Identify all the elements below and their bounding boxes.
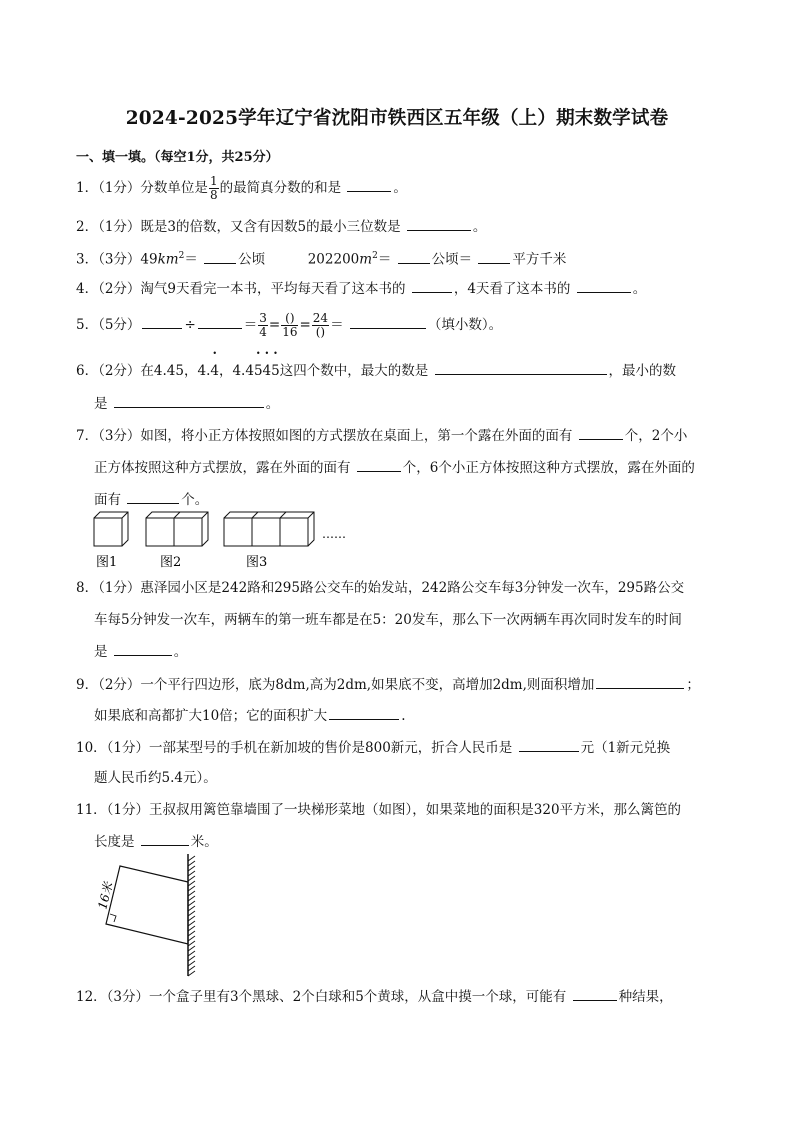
question-12: 12．（3分）一个盒子里有3个黑球、2个白球和5个黄球，从盒中摸一个球，可能有 种结果，: [76, 986, 673, 1007]
answer-blank[interactable]: [357, 457, 401, 472]
answer-blank[interactable]: [114, 641, 172, 656]
figure-3-label: 图3: [246, 555, 268, 570]
answer-blank[interactable]: [519, 737, 579, 752]
ellipsis: ……: [322, 527, 346, 541]
wall-hatch-line: [188, 966, 195, 971]
wall-hatch-line: [188, 906, 195, 911]
answer-blank[interactable]: [347, 177, 391, 192]
wall-hatch-line: [188, 886, 195, 891]
question-6-cont: 是 。: [94, 393, 279, 414]
repeating-digit: • 5: [254, 361, 263, 381]
wall-hatch-line: [188, 871, 195, 876]
answer-blank[interactable]: [141, 831, 189, 846]
wall-hatch-line: [188, 961, 195, 966]
wall-hatch-line: [188, 881, 195, 886]
fraction-one-eighth: $\frac{1}{8}$: [209, 174, 218, 202]
wall-hatch-line: [188, 956, 195, 961]
answer-blank[interactable]: [412, 278, 452, 293]
cube-figures: [90, 508, 360, 572]
section-heading: 一、填一填。（每空1分，共25分）: [76, 150, 279, 165]
wall-icon: [188, 854, 195, 976]
repeating-digit: • 4: [210, 361, 219, 381]
wall-hatch-line: [188, 911, 195, 916]
wall-hatch-line: [188, 921, 195, 926]
question-8: 8．（1分）惠泽园小区是242路和295路公交车的始发站，242路公交车每3分钟发一次车，295路公交: [76, 580, 685, 596]
answer-blank[interactable]: [435, 360, 607, 375]
answer-blank[interactable]: [579, 425, 623, 440]
figure-1-cubes: [94, 512, 128, 546]
answer-blank[interactable]: [142, 314, 182, 329]
question-9: 9．（2分）一个平行四边形，底为8dm,高为2dm,如果底不变，高增加2dm,则面积增加 ；: [76, 674, 700, 695]
fraction-blank-over-16: $\frac{()}{16}$: [282, 311, 298, 339]
right-angle-mark: [110, 914, 116, 922]
wall-hatch-line: [188, 901, 195, 906]
wall-hatch-line: [188, 861, 195, 866]
answer-blank[interactable]: [573, 986, 617, 1001]
answer-blank[interactable]: [204, 249, 236, 264]
figure-2-label: 图2: [160, 555, 182, 570]
answer-blank[interactable]: [407, 216, 471, 231]
repeating-digit: • 4: [263, 361, 272, 381]
wall-hatch-line: [188, 896, 195, 901]
wall-hatch-line: [188, 936, 195, 941]
fraction-24-over-blank: $\frac{24}{()}$: [312, 311, 329, 339]
answer-blank[interactable]: [398, 249, 430, 264]
question-10-cont: 题人民币约5.4元）。: [94, 770, 217, 786]
repeating-digit: • 5: [271, 361, 280, 381]
question-7-cont2: 面有 个。: [94, 489, 208, 510]
answer-blank[interactable]: [127, 489, 179, 504]
wall-hatch-line: [188, 951, 195, 956]
wall-hatch-line: [188, 946, 195, 951]
question-6: 6．（2分）在4.45，4.• 4，4.4• 5• 4• 5这四个数中，最大的数是 ，最小的数: [76, 360, 676, 381]
question-11: 11．（1分）王叔叔用篱笆靠墙围了一块梯形菜地（如图），如果菜地的面积是320平方米，那么篱笆的: [76, 802, 682, 818]
answer-blank[interactable]: [478, 249, 510, 264]
question-7: 7．（3分）如图，将小正方体按照如图的方式摆放在桌面上，第一个露在外面的面有 个，2个小: [76, 425, 687, 446]
question-8-cont: 车每5分钟发一次车，两辆车的第一班车都是在5：20发车，那么下一次两辆车再次同时发车的时间: [94, 612, 682, 628]
wall-hatch-line: [188, 856, 195, 861]
fraction-three-quarters: $\frac{3}{4}$: [259, 311, 267, 339]
answer-blank[interactable]: [577, 278, 631, 293]
figure-3-cubes: [224, 512, 314, 546]
wall-hatch-line: [188, 941, 195, 946]
question-9-cont: 如果底和高都扩大10倍；它的面积扩大 .: [94, 705, 405, 726]
question-5: 5．（5分） ÷ ＝ $\frac{3}{4}$ = $\frac{()}{16}$ = $\frac{24}{()}$ ＝ （填小数）。: [76, 311, 503, 339]
figure-1-label: 图1: [96, 555, 118, 570]
wall-hatch-line: [188, 926, 195, 931]
paper-title: 2024-2025学年辽宁省沈阳市铁西区五年级（上）期末数学试卷: [125, 108, 669, 129]
wall-hatch-line: [188, 931, 195, 936]
question-4: 4．（2分）淘气9天看完一本书，平均每天看了这本书的 ，4天看了这本书的 。: [76, 278, 646, 299]
question-1: 1．（1分）分数单位是 $\frac{1}{8}$ 的最简真分数的和是 。: [76, 174, 407, 202]
answer-blank[interactable]: [114, 393, 264, 408]
question-11-cont: 长度是 米。: [94, 831, 218, 852]
wall-hatch-line: [188, 866, 195, 871]
question-3: 3．（3分）$49km^2=$ 公顷 $202200m^2=$ 公顷＝ 平方千米: [76, 246, 566, 270]
trapezoid-shape: [106, 866, 188, 944]
answer-blank[interactable]: [596, 674, 684, 689]
wall-hatch-line: [188, 916, 195, 921]
wall-hatch-line: [188, 971, 195, 976]
wall-hatch-line: [188, 891, 195, 896]
answer-blank[interactable]: [198, 314, 242, 329]
answer-blank[interactable]: [329, 705, 399, 720]
side-length-label: 16米: [95, 880, 116, 911]
question-2: 2．（1分）既是3的倍数，又含有因数5的最小三位数是 。: [76, 216, 486, 237]
figure-2-cubes: [146, 512, 208, 546]
question-7-cont: 正方体按照这种方式摆放，露在外面的面有 个，6个小正方体按照这种方式摆放，露在外面的: [94, 457, 695, 478]
wall-hatch-line: [188, 876, 195, 881]
question-8-cont2: 是 。: [94, 641, 187, 662]
question-10: 10．（1分）一部某型号的手机在新加坡的售价是800新元，折合人民币是 元（1新元兑换: [76, 737, 670, 758]
trapezoid-garden-figure: [92, 852, 212, 978]
answer-blank[interactable]: [350, 314, 426, 329]
